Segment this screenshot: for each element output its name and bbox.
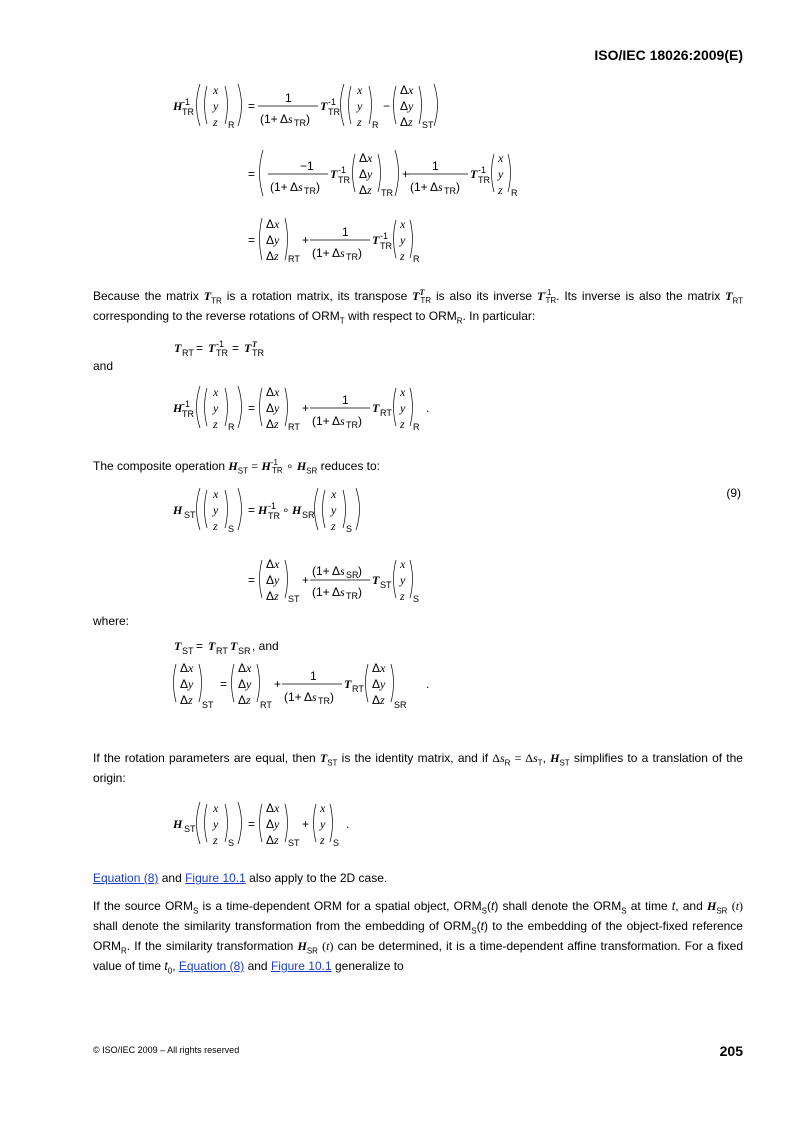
svg-text:z: z: [188, 693, 193, 707]
svg-text:R: R: [228, 120, 235, 130]
svg-text:Δ: Δ: [359, 183, 368, 197]
svg-text:ST: ST: [380, 580, 392, 590]
svg-text:x: x: [367, 151, 373, 165]
svg-text:(1+: (1+: [312, 414, 330, 428]
svg-text:TR: TR: [380, 241, 392, 251]
svg-text:Δ: Δ: [266, 833, 275, 847]
and-label: and: [93, 359, 114, 373]
svg-text:y: y: [246, 677, 252, 691]
svg-text:TR: TR: [338, 175, 350, 185]
svg-text:z: z: [274, 589, 279, 603]
svg-text:y: y: [400, 233, 406, 247]
svg-text:SR: SR: [302, 510, 315, 520]
svg-text:s: s: [288, 112, 293, 126]
svg-text:1: 1: [310, 669, 317, 683]
svg-text:Δ: Δ: [238, 693, 247, 707]
svg-text:R: R: [511, 188, 518, 198]
svg-text:x: x: [400, 385, 406, 399]
svg-text:-1: -1: [328, 97, 337, 107]
svg-text:Δ: Δ: [266, 401, 275, 415]
svg-text:z: z: [213, 833, 218, 847]
svg-text:Δ: Δ: [266, 589, 275, 603]
svg-text:Δ: Δ: [332, 585, 341, 599]
svg-text:y: y: [213, 503, 219, 517]
svg-text:TR: TR: [444, 186, 456, 196]
svg-text:TR: TR: [328, 107, 340, 117]
svg-text:R: R: [228, 422, 235, 432]
svg-text:-1: -1: [380, 231, 389, 241]
svg-text:Δ: Δ: [266, 249, 275, 263]
svg-text:H: H: [292, 503, 302, 517]
svg-text:y: y: [408, 99, 414, 113]
svg-text:-1: -1: [182, 97, 191, 107]
svg-text:Δ: Δ: [280, 112, 289, 126]
svg-text:=: =: [248, 503, 256, 517]
svg-text:y: y: [320, 817, 326, 831]
svg-text:=: =: [248, 401, 256, 415]
svg-text:TR: TR: [318, 696, 330, 706]
svg-text:): ): [316, 180, 320, 194]
svg-text:y: y: [357, 99, 363, 113]
svg-text:y: y: [213, 99, 219, 113]
svg-text:y: y: [498, 167, 504, 181]
svg-text:Δ: Δ: [266, 217, 275, 231]
svg-text:): ): [306, 112, 310, 126]
svg-text:TR: TR: [252, 348, 264, 358]
svg-text:.: .: [426, 677, 430, 691]
svg-text:T: T: [320, 99, 328, 113]
svg-text:T: T: [252, 340, 257, 349]
svg-text:(1+: (1+: [312, 246, 330, 260]
paragraph-composite: The composite operation $H_{ST} = H^{-1}_{TR}$ ∘ $H_{SR}$ reduces to:: [93, 458, 380, 476]
svg-text:-1: -1: [182, 399, 191, 409]
svg-text:S: S: [228, 524, 235, 534]
svg-text:+: +: [302, 401, 310, 415]
svg-text:x: x: [498, 151, 504, 165]
svg-text:Δ: Δ: [359, 167, 368, 181]
svg-text:z: z: [408, 115, 413, 129]
svg-text:Δ: Δ: [332, 414, 341, 428]
svg-text:Δ: Δ: [266, 417, 275, 431]
svg-text:): ): [456, 180, 460, 194]
svg-text:s: s: [340, 585, 345, 599]
svg-text:=: =: [232, 341, 240, 355]
svg-text:S: S: [413, 594, 420, 604]
equation-delta-st: [170, 658, 450, 720]
svg-text:Δ: Δ: [238, 677, 247, 691]
figure-10-1-link-2[interactable]: Figure 10.1: [270, 959, 332, 973]
svg-text:y: y: [274, 817, 280, 831]
svg-text:y: y: [274, 401, 280, 415]
svg-text:(1+: (1+: [410, 180, 428, 194]
svg-text:ST: ST: [288, 594, 300, 604]
svg-text:R: R: [372, 120, 379, 130]
svg-text:): ): [358, 564, 362, 578]
svg-text:.: .: [426, 401, 430, 415]
svg-text:z: z: [367, 183, 372, 197]
svg-text:T: T: [330, 167, 338, 181]
svg-text:RT: RT: [288, 254, 300, 264]
svg-text:Δ: Δ: [430, 180, 439, 194]
svg-text:Δ: Δ: [266, 385, 275, 399]
svg-text:-1: -1: [216, 339, 225, 349]
svg-text:x: x: [357, 83, 363, 97]
svg-text:Δ: Δ: [266, 573, 275, 587]
equation-inverse-rt: [170, 380, 460, 446]
svg-text:T: T: [174, 639, 182, 653]
svg-text:ST: ST: [182, 646, 194, 656]
svg-text:y: y: [331, 503, 337, 517]
svg-text:Δ: Δ: [400, 83, 409, 97]
paragraph-time-dependent: If the source $ORM_S$ is a time-dependent ORM for a spatial object, $ORM_S(t)$ shall denote the $ORM_S$ at time t, and $H_{SR}$ (t) shall denote the similarity transformation from the embedding of $ORM_S(t)$ to the embedding of the object-fixed reference $ORM_R$. If the similarity transformation $H_{SR}$ (t) can be determined, it is a time-dependent affine transformation. For a fixed value of time $t_0$, Equation (8) and Figure 10.1 generalize to: [93, 899, 744, 976]
svg-text:R: R: [413, 422, 420, 432]
svg-text:(1+: (1+: [312, 564, 330, 578]
equation-inverse-transform-tail-2: [372, 214, 452, 284]
svg-text:T: T: [174, 341, 182, 355]
svg-text:Δ: Δ: [359, 151, 368, 165]
svg-text:T: T: [244, 341, 252, 355]
svg-text:x: x: [274, 557, 280, 571]
svg-text:T: T: [372, 233, 380, 247]
paragraph-equal-rotation: If the rotation parameters are equal, then $T_{ST}$ is the identity matrix, and if $\Delta s_R = \Delta s_T$, $H_{ST}$ simplifies to a translation of the origin:: [93, 751, 743, 785]
svg-text:TR: TR: [346, 591, 358, 601]
equation-tst: [172, 634, 332, 658]
svg-text:x: x: [274, 217, 280, 231]
svg-text:R: R: [413, 254, 420, 264]
svg-text:T: T: [208, 341, 216, 355]
svg-text:-1: -1: [478, 165, 487, 175]
svg-text:T: T: [230, 639, 238, 653]
svg-text:−1: −1: [300, 159, 314, 173]
svg-text:Δ: Δ: [332, 246, 341, 260]
svg-text:-1: -1: [338, 165, 347, 175]
svg-text:S: S: [228, 838, 235, 848]
svg-text:z: z: [274, 417, 279, 431]
svg-text:Δ: Δ: [304, 690, 313, 704]
equation-8-link[interactable]: Equation (8): [93, 871, 159, 885]
svg-text:-1: -1: [268, 501, 277, 511]
svg-text:=: =: [248, 573, 256, 587]
svg-text:x: x: [320, 801, 326, 815]
svg-text:S: S: [333, 838, 340, 848]
svg-text:.: .: [346, 817, 350, 831]
svg-text:ST: ST: [288, 838, 300, 848]
svg-text:=: =: [196, 341, 204, 355]
equation-composite: [170, 482, 460, 618]
svg-text:Δ: Δ: [180, 677, 189, 691]
svg-text:H: H: [258, 503, 268, 517]
svg-text:SR: SR: [238, 646, 251, 656]
svg-text:x: x: [331, 487, 337, 501]
svg-text:Δ: Δ: [372, 677, 381, 691]
equation-number: (9): [726, 486, 741, 500]
and-inline: , and: [252, 639, 279, 653]
svg-text:(1+: (1+: [312, 585, 330, 599]
svg-text:z: z: [400, 249, 405, 263]
svg-text:(1+: (1+: [260, 112, 278, 126]
svg-text:H: H: [173, 99, 183, 113]
svg-text:z: z: [213, 417, 218, 431]
svg-text:T: T: [344, 677, 352, 691]
svg-text:H: H: [173, 817, 183, 831]
svg-text:z: z: [380, 693, 385, 707]
equation-inverse-transform-tail: [470, 140, 550, 280]
svg-text:x: x: [380, 661, 386, 675]
svg-text:x: x: [408, 83, 414, 97]
svg-text:Δ: Δ: [400, 115, 409, 129]
svg-text:+: +: [302, 817, 310, 831]
svg-text:+: +: [402, 167, 410, 181]
svg-text:=: =: [248, 233, 256, 247]
copyright-footer: © ISO/IEC 2009 – All rights reserved: [93, 1045, 240, 1055]
svg-text:RT: RT: [182, 348, 194, 358]
svg-text:x: x: [274, 385, 280, 399]
svg-text:s: s: [340, 414, 345, 428]
svg-text:+: +: [302, 233, 310, 247]
svg-text:TR: TR: [182, 107, 194, 117]
svg-text:=: =: [220, 677, 228, 691]
svg-text:TR: TR: [346, 420, 358, 430]
svg-text:ST: ST: [422, 120, 434, 130]
svg-text:RT: RT: [216, 646, 228, 656]
svg-text:TR: TR: [216, 348, 228, 358]
svg-text:x: x: [246, 661, 252, 675]
svg-text:Δ: Δ: [238, 661, 247, 675]
svg-text:TR: TR: [478, 175, 490, 185]
svg-text:TR: TR: [268, 511, 280, 521]
svg-text:z: z: [400, 589, 405, 603]
svg-text:T: T: [470, 167, 478, 181]
svg-text:x: x: [213, 83, 219, 97]
equation-8-link-2[interactable]: Equation (8): [178, 959, 245, 973]
svg-text:Δ: Δ: [400, 99, 409, 113]
svg-text:y: y: [400, 573, 406, 587]
svg-text:(1+: (1+: [284, 690, 302, 704]
svg-text:TR: TR: [346, 252, 358, 262]
svg-text:): ): [358, 414, 362, 428]
svg-text:H: H: [173, 401, 183, 415]
svg-text:=: =: [248, 817, 256, 831]
where-label: where:: [93, 614, 130, 628]
svg-text:z: z: [357, 115, 362, 129]
svg-text:s: s: [312, 690, 317, 704]
svg-text:y: y: [213, 817, 219, 831]
svg-text:x: x: [213, 487, 219, 501]
svg-text:1: 1: [432, 159, 439, 173]
svg-text:1: 1: [342, 225, 349, 239]
svg-text:Δ: Δ: [332, 564, 341, 578]
svg-text:y: y: [274, 573, 280, 587]
svg-text:Δ: Δ: [266, 233, 275, 247]
svg-text:x: x: [213, 801, 219, 815]
svg-text:): ): [330, 690, 334, 704]
svg-text:y: y: [274, 233, 280, 247]
svg-text:RT: RT: [380, 408, 392, 418]
figure-10-1-link[interactable]: Figure 10.1: [185, 871, 246, 885]
svg-text:z: z: [213, 115, 218, 129]
svg-text:SR: SR: [394, 700, 407, 710]
svg-text:T: T: [208, 639, 216, 653]
svg-text:s: s: [438, 180, 443, 194]
svg-text:SR: SR: [346, 570, 359, 580]
svg-text:y: y: [400, 401, 406, 415]
svg-text:Δ: Δ: [290, 180, 299, 194]
document-header: ISO/IEC 18026:2009(E): [594, 47, 743, 63]
svg-text:x: x: [400, 217, 406, 231]
svg-text:TR: TR: [304, 186, 316, 196]
svg-text:RT: RT: [352, 684, 364, 694]
svg-text:z: z: [274, 249, 279, 263]
svg-text:z: z: [213, 519, 218, 533]
svg-text:s: s: [340, 246, 345, 260]
svg-text:Δ: Δ: [266, 817, 275, 831]
svg-text:TR: TR: [182, 409, 194, 419]
svg-text:ST: ST: [202, 700, 214, 710]
svg-text:x: x: [188, 661, 194, 675]
svg-text:Δ: Δ: [266, 801, 275, 815]
svg-text:Δ: Δ: [372, 661, 381, 675]
svg-text:): ): [358, 585, 362, 599]
svg-text:(1+: (1+: [270, 180, 288, 194]
svg-text:RT: RT: [288, 422, 300, 432]
svg-text:z: z: [498, 183, 503, 197]
svg-text:=: =: [248, 99, 256, 113]
svg-text:1: 1: [285, 91, 292, 105]
svg-text:=: =: [248, 167, 256, 181]
page-number: 205: [719, 1043, 743, 1059]
svg-text:Δ: Δ: [180, 693, 189, 707]
svg-text:x: x: [274, 801, 280, 815]
svg-text:z: z: [320, 833, 325, 847]
svg-text:x: x: [213, 385, 219, 399]
svg-text:Δ: Δ: [266, 557, 275, 571]
svg-text:TR: TR: [294, 118, 306, 128]
svg-text:+: +: [274, 677, 282, 691]
svg-text:TR: TR: [381, 188, 393, 198]
equation-trt: [172, 336, 292, 360]
svg-text:RT: RT: [260, 700, 272, 710]
svg-text:z: z: [331, 519, 336, 533]
svg-text:y: y: [380, 677, 386, 691]
svg-text:+: +: [302, 573, 310, 587]
svg-text:∘: ∘: [282, 503, 290, 517]
svg-text:=: =: [196, 639, 204, 653]
svg-text:s: s: [298, 180, 303, 194]
svg-text:1: 1: [342, 393, 349, 407]
svg-text:H: H: [173, 503, 183, 517]
svg-text:y: y: [367, 167, 373, 181]
svg-text:z: z: [274, 833, 279, 847]
svg-text:S: S: [346, 524, 353, 534]
svg-text:x: x: [400, 557, 406, 571]
paragraph-2d-case: Equation (8) and Figure 10.1 also apply to the 2D case.: [93, 871, 388, 885]
svg-text:−: −: [383, 99, 391, 113]
equation-translation: [170, 796, 370, 862]
svg-text:y: y: [188, 677, 194, 691]
svg-text:ST: ST: [184, 510, 196, 520]
svg-text:z: z: [400, 417, 405, 431]
svg-text:ST: ST: [184, 824, 196, 834]
svg-text:T: T: [372, 401, 380, 415]
svg-text:T: T: [372, 573, 380, 587]
svg-text:Δ: Δ: [372, 693, 381, 707]
svg-text:Δ: Δ: [180, 661, 189, 675]
svg-text:): ): [358, 246, 362, 260]
svg-text:s: s: [340, 564, 345, 578]
svg-text:y: y: [213, 401, 219, 415]
svg-text:z: z: [246, 693, 251, 707]
paragraph-rotation-matrix: Because the matrix $T_{TR}$ is a rotation matrix, its transpose $T^T_{TR}$ is also its inverse $T^{-1}_{TR}$. Its inverse is also the matrix $T_{RT}$ corresponding to the reverse rotations of $ORM_T$ with respect to $ORM_R$. In particular:: [93, 288, 744, 326]
